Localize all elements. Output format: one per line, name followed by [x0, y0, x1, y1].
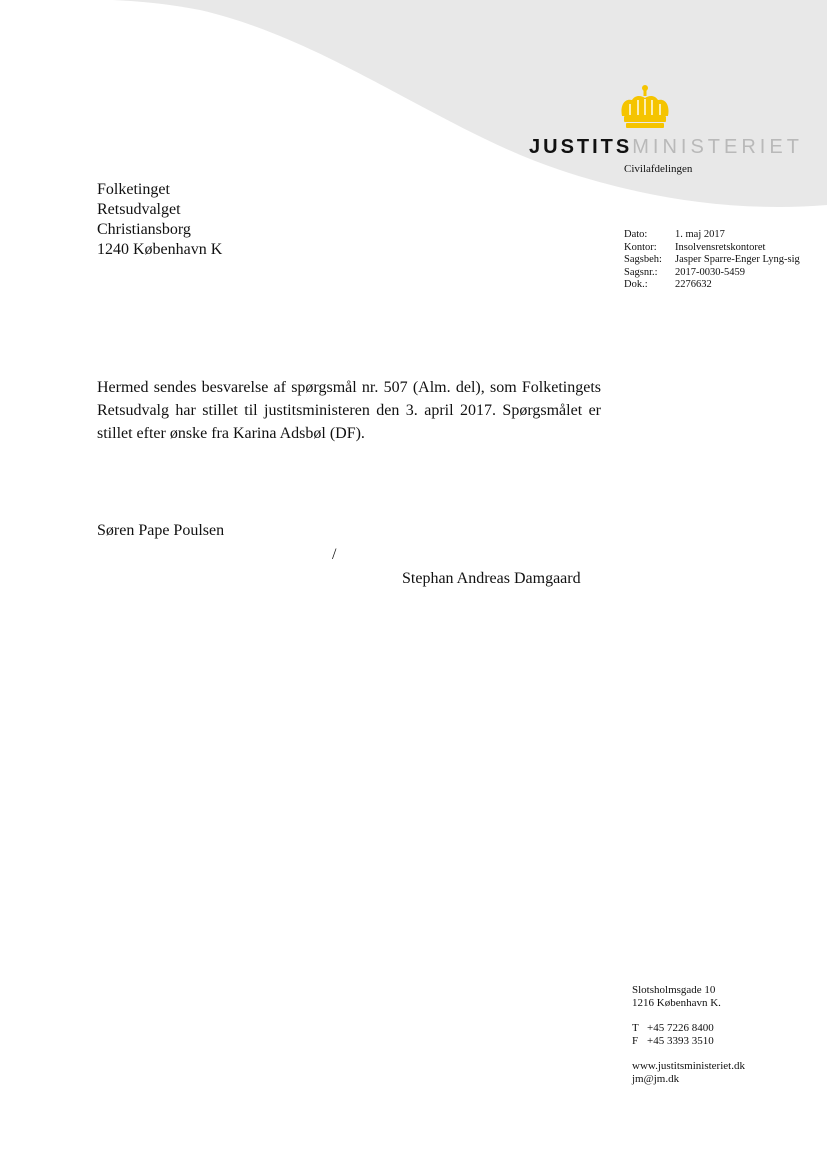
department-name: Civilafdelingen: [624, 163, 693, 175]
meta-value: 1. maj 2017: [675, 229, 725, 240]
footer-email-link[interactable]: jm@jm.dk: [632, 1073, 680, 1085]
meta-value: 2017-0030-5459: [675, 266, 745, 278]
ministry-logo-wordmark: [529, 136, 803, 159]
footer-phone: [632, 1022, 745, 1035]
document-metadata: [624, 229, 800, 292]
meta-label: Dok.:: [624, 279, 648, 290]
logo-strong-text: JUSTITS: [529, 136, 633, 158]
meta-value: 2276632: [675, 279, 712, 290]
phone-number: +45 7226 8400: [647, 1022, 714, 1034]
meta-label: Dato:: [624, 229, 648, 240]
meta-value: Insolvensretskontoret: [675, 241, 766, 253]
logo-light-text: MINISTERIET: [632, 136, 803, 158]
meta-row-case-number: [624, 267, 800, 280]
recipient-line: Retsudvalget: [97, 201, 181, 218]
signature-name-minister: Søren Pape Poulsen: [97, 522, 225, 539]
meta-row-caseworker: [624, 254, 800, 267]
footer-address-street: Slotsholmsgade 10: [632, 984, 716, 996]
meta-label: Kontor:: [624, 241, 657, 253]
phone-label: T: [632, 1022, 639, 1034]
contact-footer: [632, 984, 745, 1086]
signature-name-official: Stephan Andreas Damgaard: [402, 570, 581, 587]
meta-row-date: [624, 229, 800, 242]
footer-address-city: 1216 København K.: [632, 997, 721, 1009]
footer-website-link[interactable]: www.justitsministeriet.dk: [632, 1060, 745, 1072]
recipient-line: 1240 København K: [97, 241, 223, 258]
meta-label: Sagsnr.:: [624, 266, 658, 278]
footer-fax: [632, 1035, 745, 1048]
letter-body: Hermed sendes besvarelse af spørgsmål nr. 507 (Alm. del), som Folketingets Retsudvalg har stillet til justitsministeren den 3. april 2017. Spørgsmålet er stillet efter ønske fra Karina Adsbøl (DF).: [97, 379, 601, 442]
recipient-line: Folketinget: [97, 181, 170, 198]
signature-separator: /: [332, 546, 337, 563]
recipient-line: Christiansborg: [97, 221, 191, 238]
meta-row-document: [624, 279, 800, 292]
fax-number: +45 3393 3510: [647, 1035, 714, 1047]
meta-label: Sagsbeh:: [624, 254, 662, 265]
crown-logo-icon: [616, 84, 674, 130]
meta-row-office: [624, 242, 800, 255]
recipient-address: [97, 180, 222, 260]
fax-label: F: [632, 1035, 639, 1047]
meta-value: Jasper Sparre-Enger Lyng-sig: [675, 254, 800, 265]
